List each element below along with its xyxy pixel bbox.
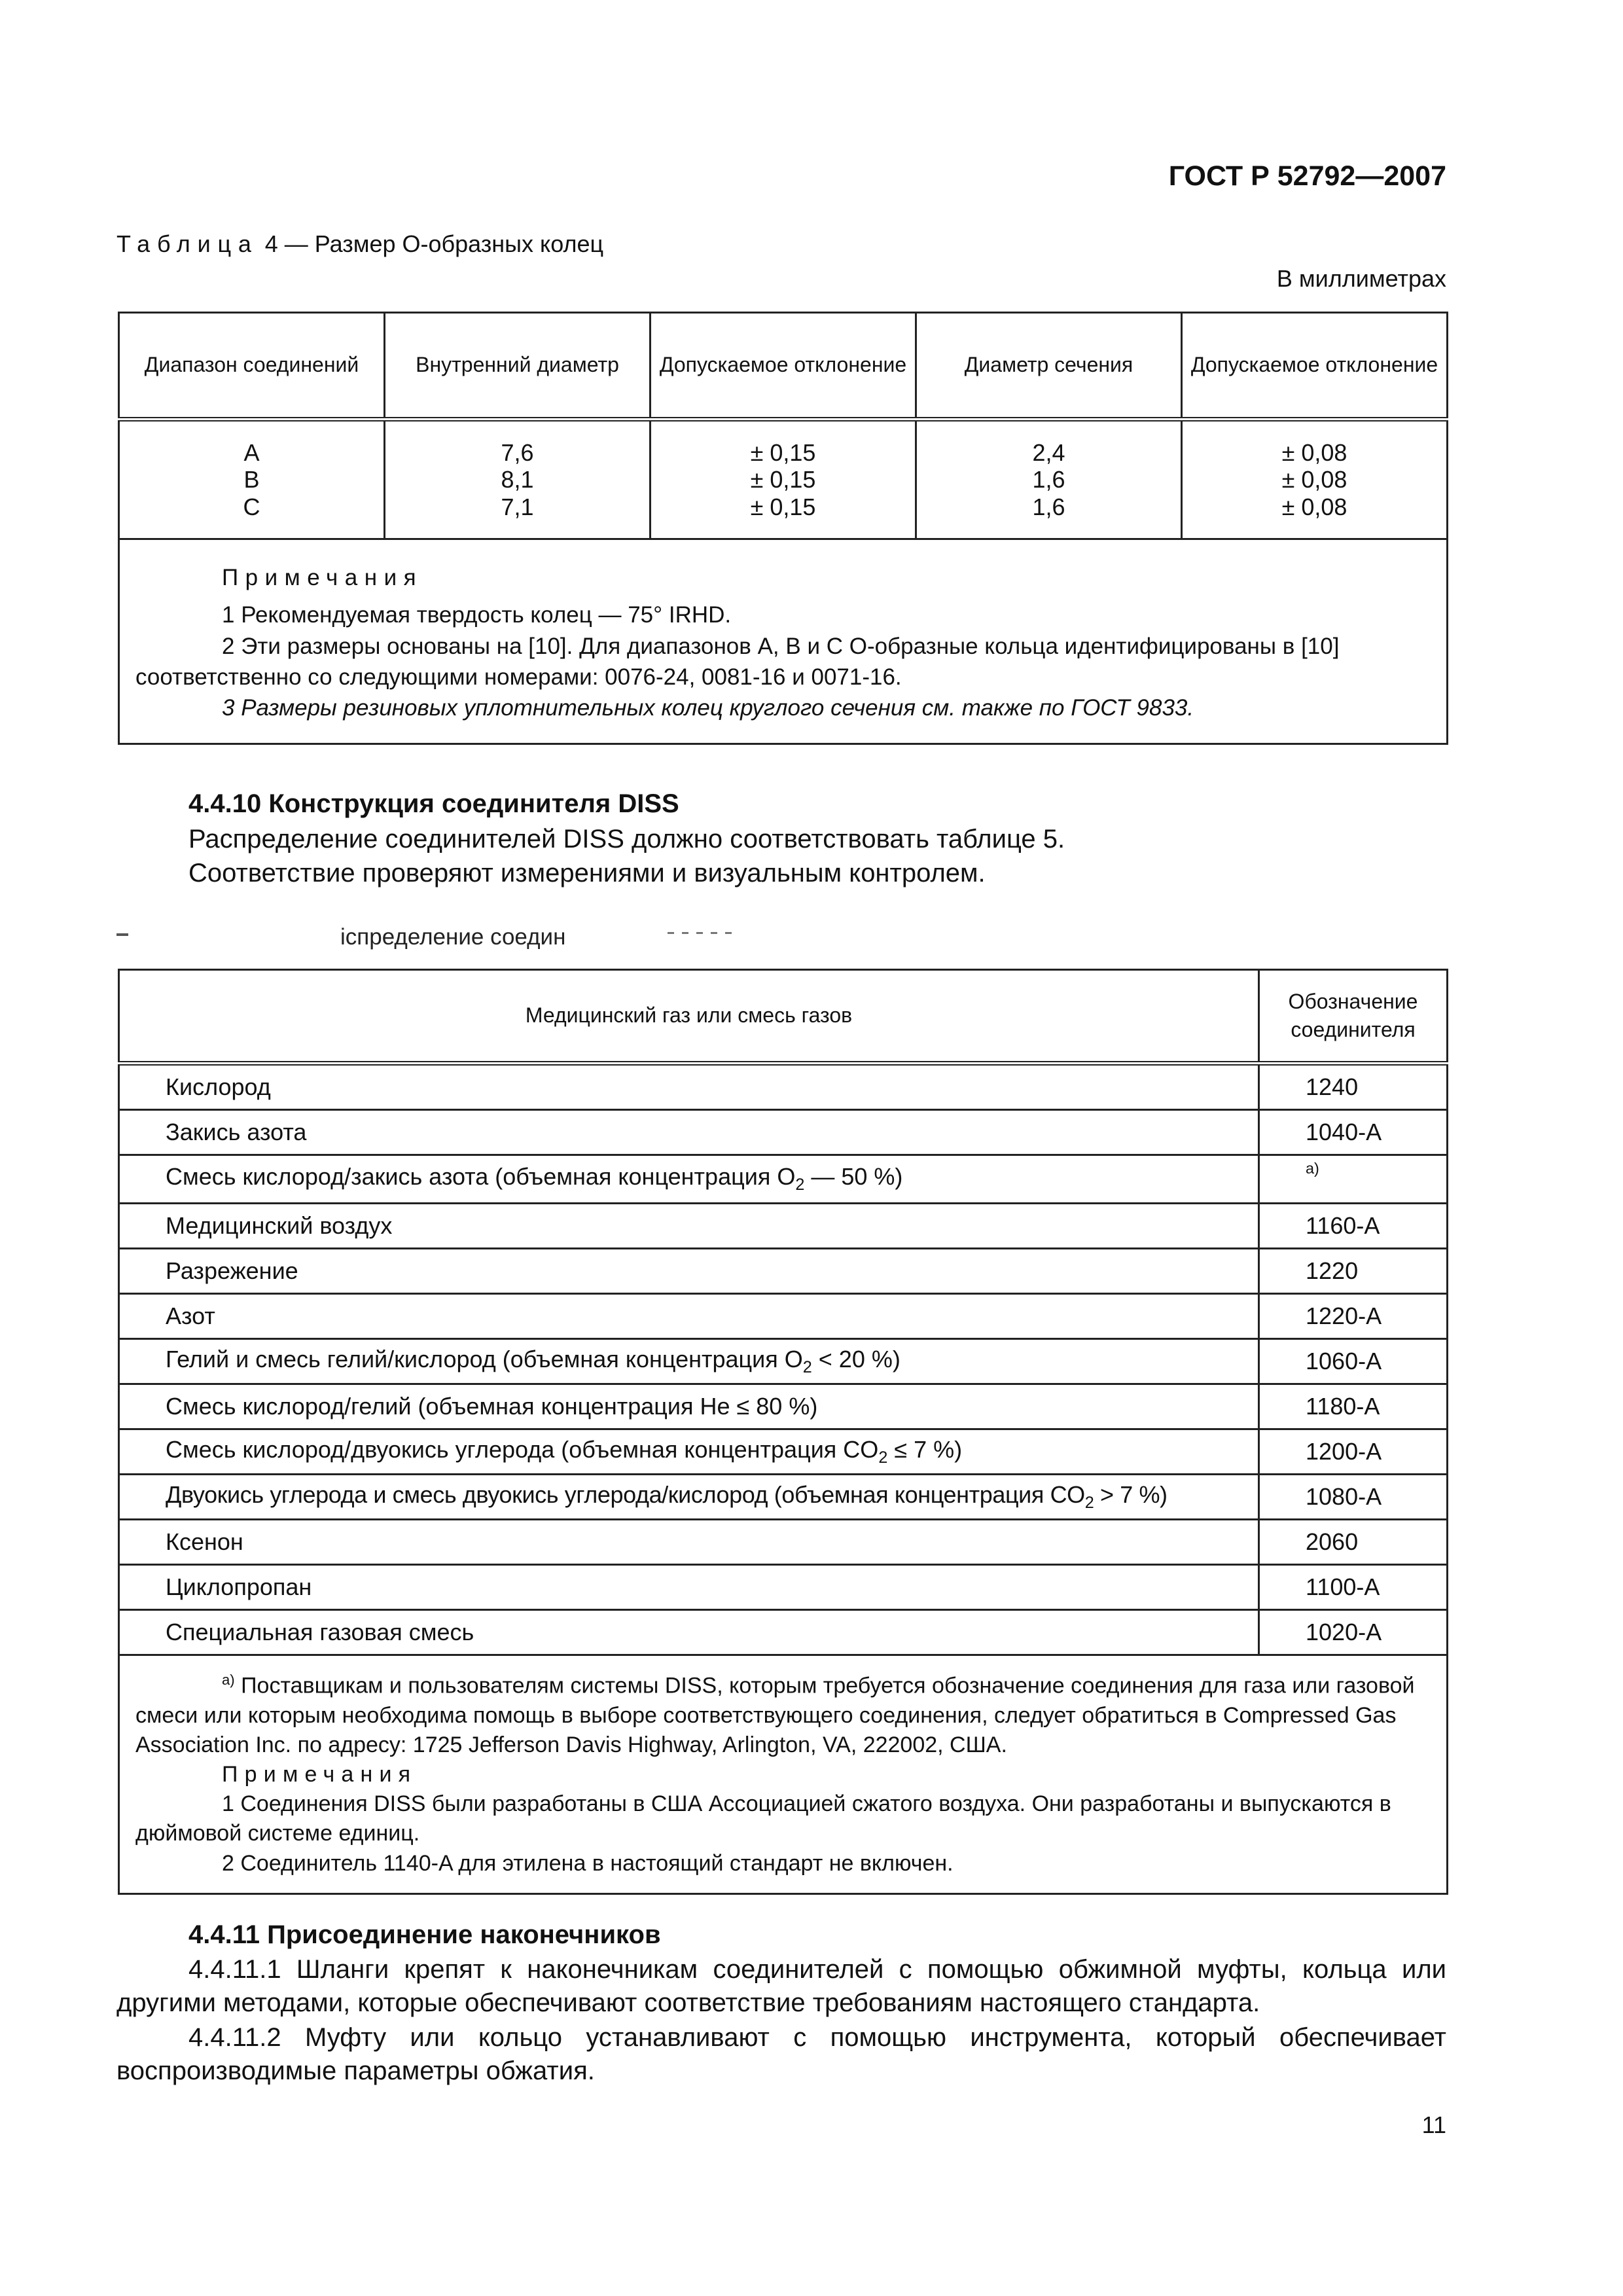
table5-gas: Ксенон — [119, 1520, 1259, 1565]
table5-header-code: Обозначение соединителя — [1259, 970, 1448, 1064]
section-4-4-11-title: 4.4.11 Присоединение наконечников — [188, 1920, 661, 1949]
table5-gas: Закись азота — [119, 1110, 1259, 1155]
table4-col-tolerance1: ± 0,15 ± 0,15 ± 0,15 — [651, 420, 916, 539]
table5-notes-row — [119, 1655, 1448, 1894]
caption-fragment-dots — [668, 932, 740, 934]
section-4-4-10-line2: Соответствие проверяют измерениями и визуальным контролем. — [188, 859, 986, 888]
table5-caption-partial: іспределение соедин — [340, 924, 566, 950]
table4-caption — [116, 230, 603, 258]
section-4-4-11-p2: 4.4.11.2 Муфту или кольцо устанавливают с помощью инструмента, который обеспечивает воспроизводимые параметры обжатия. — [116, 2023, 1446, 2086]
table5-code: 1180-A — [1259, 1384, 1448, 1429]
table5-footnote: $^{а)}$ Поставщикам и пользователям системы DISS, которым требуется обозначение соединения для газа или газовой смеси или которым необходима помощь в выборе соответствующего соединения, следует обратиться в Compressed Gas Association Inc. по адресу: 1725 Jefferson Davis Highway, Arlington, VA, 222002, США. — [135, 1672, 1415, 1757]
table5-note-2: 2 Соединитель 1140-A для этилена в настоящий стандарт не включен. — [222, 1850, 954, 1876]
table5-row — [119, 1384, 1448, 1429]
table5-code-footnote-ref: а) — [1259, 1155, 1448, 1204]
table5-code: 1020-A — [1259, 1610, 1448, 1655]
table4-col-range: A B C — [119, 420, 385, 539]
table4-header-row — [119, 313, 1448, 420]
table5-code: 1160-A — [1259, 1204, 1448, 1249]
table5-notes-title: Примечания — [222, 1761, 418, 1787]
table4-header-cell: Допускаемое отклонение — [1182, 313, 1448, 420]
section-4-4-10-title: 4.4.10 Конструкция соединителя DISS — [188, 789, 679, 818]
table4 — [118, 312, 1448, 745]
table5-gas: Двуокись углерода и смесь двуокись углерода/кислород (объемная концентрация $CO_2 > 7$ %) — [119, 1475, 1259, 1520]
page-number: 11 — [1421, 2111, 1446, 2138]
table5 — [118, 969, 1448, 1895]
section-4-4-10-line1: Распределение соединителей DISS должно соответствовать таблице 5. — [188, 825, 1065, 853]
table5-code: 1200-A — [1259, 1429, 1448, 1475]
table4-col-inner-diameter: 7,6 8,1 7,1 — [385, 420, 651, 539]
table4-units: В миллиметрах — [1276, 265, 1446, 292]
table4-note-2: 2 Эти размеры основаны на [10]. Для диапазонов A, B и C О-образные кольца идентифицированы в [10] соответственно со следующими номерами: 0076-24, 0081-16 и 0071-16. — [135, 633, 1340, 690]
table5-gas: Медицинский воздух — [119, 1204, 1259, 1249]
caption-fragment-mark — [116, 933, 128, 936]
table5-row — [119, 1249, 1448, 1294]
table5-row — [119, 1204, 1448, 1249]
table5-code: 1240 — [1259, 1064, 1448, 1110]
table4-header-cell: Диаметр сечения — [916, 313, 1182, 420]
table4-header-cell: Допускаемое отклонение — [651, 313, 916, 420]
table5-header-row — [119, 970, 1448, 1064]
table4-data-row — [119, 420, 1448, 539]
table5-note-1: 1 Соединения DISS были разработаны в США Ассоциацией сжатого воздуха. Они разработаны и выпускаются в дюймовой системе единиц. — [135, 1791, 1391, 1846]
table5-row — [119, 1610, 1448, 1655]
table5-row — [119, 1565, 1448, 1610]
table5-header-gas: Медицинский газ или смесь газов — [119, 970, 1259, 1064]
table4-header-cell: Внутренний диаметр — [385, 313, 651, 420]
table4-header-cell: Диапазон соединений — [119, 313, 385, 420]
table5-code: 1220 — [1259, 1249, 1448, 1294]
table4-col-tolerance2: ± 0,08 ± 0,08 ± 0,08 — [1182, 420, 1448, 539]
table5-gas: Смесь кислород/двуокись углерода (объемная концентрация $CO_2 \le 7$ %) — [119, 1429, 1259, 1475]
table5-row — [119, 1155, 1448, 1204]
document-header: ГОСТ Р 52792—2007 — [1168, 160, 1446, 192]
table4-notes-row — [119, 539, 1448, 744]
table5-gas: Циклопропан — [119, 1565, 1259, 1610]
table4-caption-text: 4 — Размер О-образных колец — [258, 230, 604, 257]
table5-row — [119, 1520, 1448, 1565]
table5-gas: Смесь кислород/закись азота (объемная концентрация $O_2$ — 50 %) — [119, 1155, 1259, 1204]
table5-code: 1080-A — [1259, 1475, 1448, 1520]
table5-gas: Азот — [119, 1294, 1259, 1339]
section-4-4-11-p1: 4.4.11.1 Шланги крепят к наконечникам соединителей с помощью обжимной муфты, кольца или другими методами, которые обеспечивают соответствие требованиям настоящего стандарта. — [116, 1955, 1446, 2018]
table5-row — [119, 1339, 1448, 1384]
table5-code: 1040-A — [1259, 1110, 1448, 1155]
table5-gas: Кислород — [119, 1064, 1259, 1110]
table4-col-section-diameter: 2,4 1,6 1,6 — [916, 420, 1182, 539]
table4-notes-title: Примечания — [222, 565, 423, 590]
table4-caption-word: Таблица — [116, 230, 259, 257]
table5-row — [119, 1475, 1448, 1520]
table5-gas: Смесь кислород/гелий (объемная концентрация He ≤ 80 %) — [119, 1384, 1259, 1429]
table5-row — [119, 1429, 1448, 1475]
table4-note-3: 3 Размеры резиновых уплотнительных колец круглого сечения см. также по ГОСТ 9833. — [222, 695, 1194, 721]
table5-gas: Гелий и смесь гелий/кислород (объемная концентрация $O_2 < 20$ %) — [119, 1339, 1259, 1384]
table5-notes — [119, 1655, 1448, 1894]
table4-notes — [119, 539, 1448, 744]
table4-note-1: 1 Рекомендуемая твердость колец — 75° IRHD. — [222, 602, 732, 628]
table5-code: 1060-A — [1259, 1339, 1448, 1384]
table5-code: 2060 — [1259, 1520, 1448, 1565]
table5-row — [119, 1110, 1448, 1155]
table5-row — [119, 1064, 1448, 1110]
table5-row — [119, 1294, 1448, 1339]
table5-gas: Разрежение — [119, 1249, 1259, 1294]
table5-code: 1220-A — [1259, 1294, 1448, 1339]
table5-code: 1100-A — [1259, 1565, 1448, 1610]
table5-gas: Специальная газовая смесь — [119, 1610, 1259, 1655]
